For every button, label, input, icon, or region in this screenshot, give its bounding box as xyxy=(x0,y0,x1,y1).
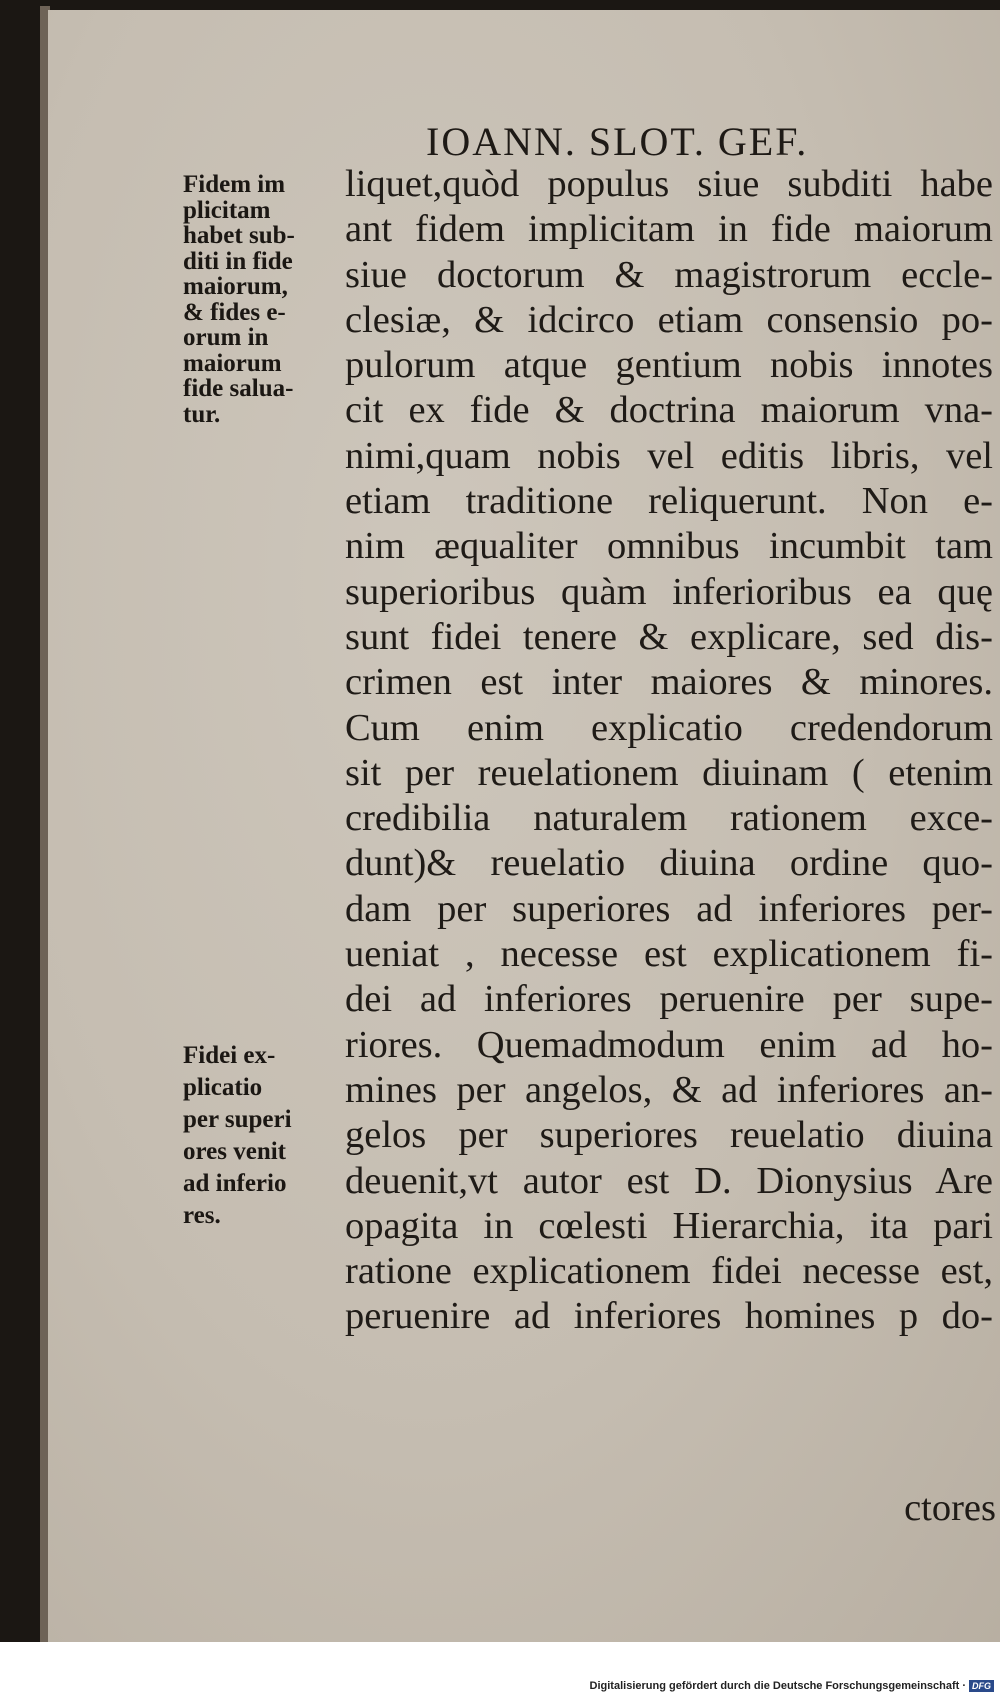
text-line: sunt fidei tenere & explicare, sed dis- xyxy=(345,615,993,658)
running-head: IOANN. SLOT. GEF. xyxy=(426,119,809,164)
marginal-line: habet sub- xyxy=(183,222,295,249)
marginal-line: & fides e- xyxy=(183,298,286,326)
text-line: ant fidem implicitam in fide maiorum xyxy=(345,208,993,251)
text-line: mines per angelos, & ad inferiores an- xyxy=(345,1068,993,1111)
marginal-line: res. xyxy=(183,1202,221,1229)
marginal-line: Fidei ex- xyxy=(183,1042,276,1069)
text-line: nim æqualiter omnibus incumbit tam xyxy=(345,525,993,568)
marginal-line: per superi xyxy=(183,1106,292,1133)
text-line: deuenit,vt autor est D. Dionysius Are xyxy=(345,1159,993,1202)
text-line: opagita in cœlesti Hierarchia, ita pari xyxy=(345,1204,993,1247)
marginal-note-fidei-explicatio xyxy=(183,1040,292,1232)
text-line: ratione explicationem fidei necesse est, xyxy=(345,1250,993,1293)
text-line: pulorum atque gentium nobis innotes xyxy=(345,344,993,387)
text-line: cit ex fide & doctrina maiorum vna- xyxy=(345,389,993,432)
text-line: ueniat , necesse est explicationem fi- xyxy=(345,933,993,976)
text-line: peruenire ad inferiores homines p do- xyxy=(345,1295,993,1338)
text-line: etiam traditione reliquerunt. Non e- xyxy=(345,480,993,523)
text-line: dei ad inferiores peruenire per supe- xyxy=(345,978,993,1021)
marginal-line: diti in fide xyxy=(183,247,293,275)
marginal-line: plicitam xyxy=(183,196,271,224)
text-line: sit per reuelationem diuinam ( etenim xyxy=(345,751,993,794)
catchword: ctores xyxy=(904,1487,996,1529)
credit-text: Digitalisierung gefördert durch die Deutsche Forschungsgemeinschaft xyxy=(589,1680,960,1692)
digitization-credit xyxy=(590,1680,994,1692)
text-line: dam per superiores ad inferiores per- xyxy=(345,887,993,930)
text-line: crimen est inter maiores & minores. xyxy=(345,661,993,704)
text-line: credibilia naturalem rationem exce- xyxy=(345,797,993,840)
marginal-line: orum in xyxy=(183,324,269,351)
marginal-line: tur. xyxy=(183,400,221,428)
credit-separator: · xyxy=(962,1680,966,1692)
dfg-logo-icon: DFG xyxy=(969,1680,994,1692)
text-line: nimi,quam nobis vel editis libris, vel xyxy=(345,434,993,477)
marginal-line: plicatio xyxy=(183,1074,263,1101)
marginal-line: ores venit xyxy=(183,1138,286,1165)
text-line: gelos per superiores reuelatio diuina xyxy=(345,1114,993,1157)
text-line: superioribus quàm inferioribus ea quę xyxy=(345,570,993,613)
marginal-line: maiorum xyxy=(183,349,282,377)
text-line: liquet,quòd populus siue subditi habe xyxy=(345,163,993,205)
text-line: siue doctorum & magistrorum eccle- xyxy=(345,253,993,296)
marginal-line: fide salua- xyxy=(183,375,294,402)
text-line: riores. Quemadmodum enim ad ho- xyxy=(345,1023,993,1066)
marginal-note-fides-implicita xyxy=(183,172,295,427)
text-line: dunt)& reuelatio diuina ordine quo- xyxy=(345,842,993,885)
footer-bar xyxy=(0,1642,1000,1704)
marginal-line: Fidem im xyxy=(183,171,286,198)
text-line: clesiæ, & idcirco etiam consensio po- xyxy=(345,298,993,341)
marginal-line: ad inferio xyxy=(183,1170,287,1197)
main-text-block xyxy=(345,162,993,1340)
text-line: Cum enim explicatio credendorum xyxy=(345,706,993,749)
marginal-line: maiorum, xyxy=(183,273,288,300)
